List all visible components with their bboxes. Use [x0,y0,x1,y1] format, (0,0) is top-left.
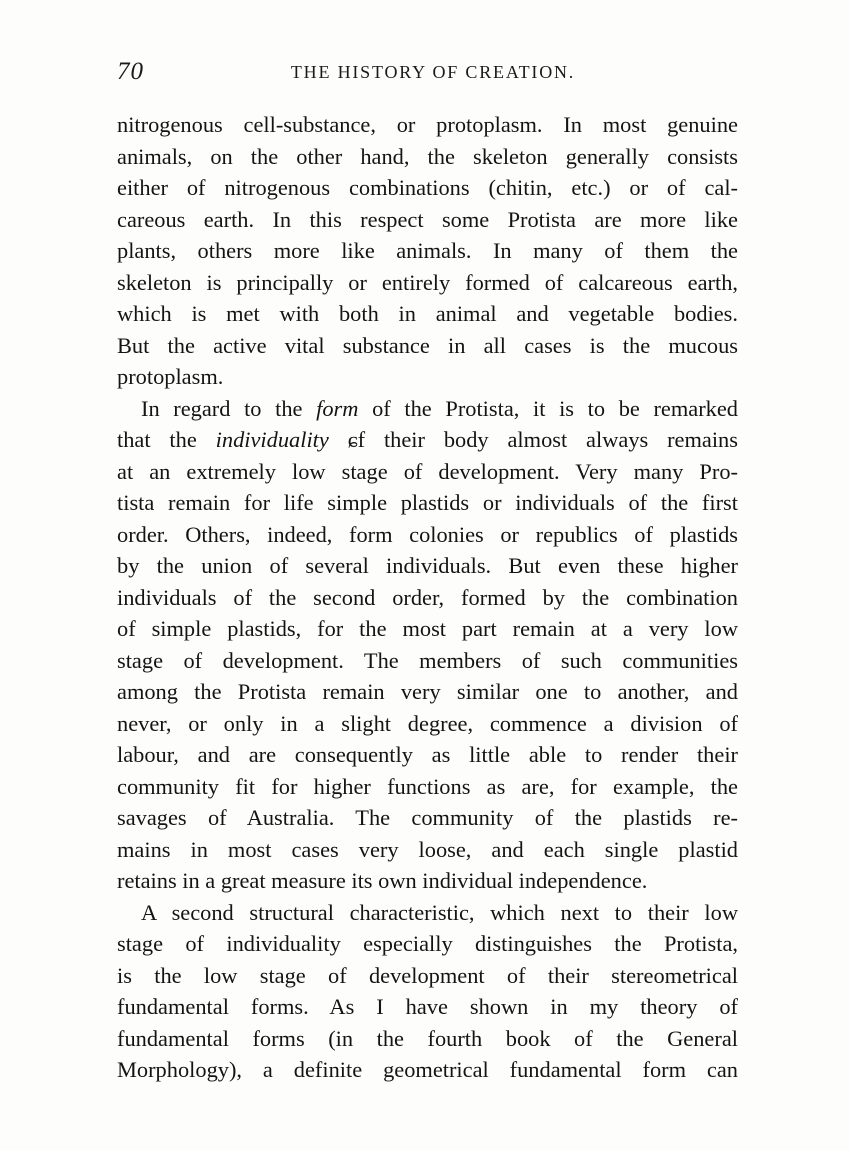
text-line: But the active vital substance in all cases is the mucous [117,332,738,358]
text-line: at an extremely low stage of development. Very many Pro- [117,458,738,484]
text-line: Morphology), a definite geometrical fundamental form can [117,1057,738,1082]
text-line [117,393,738,425]
italic-term: form [316,395,359,421]
text-line: skeleton is principally or entirely formed of calcareous earth, [117,269,738,295]
text-line: order. Others, indeed, form colonies or republics of plastids [117,521,738,547]
text-line: animals, on the other hand, the skeleton generally consists [117,143,738,169]
text-line: protoplasm. [117,364,224,389]
text-line: is the low stage of development of their stereometrical [117,962,738,988]
text-line: which is met with both in animal and vegetable bodies. [117,301,738,326]
body-text [117,109,738,1086]
text-run: of the Protista, it is to be remarked [372,395,738,421]
running-title: THE HISTORY OF CREATION. [290,62,576,82]
text-line: fundamental forms (in the fourth book of the General [117,1025,738,1051]
text-line: A second structural characteristic, which next to their low [141,899,738,925]
text-line: fundamental forms. As I have shown in my theory of [117,994,738,1019]
text-line: by the union of several individuals. But even these higher [117,553,738,578]
text-line: plants, others more like animals. In many of them the [117,238,738,263]
text-line: among the Protista remain very similar one to another, and [117,679,738,704]
italic-term: individuality [215,427,329,452]
text-line: savages of Australia. The community of the plastids re- [117,805,738,830]
text-line: labour, and are consequently as little able to render their [117,742,738,767]
text-run: ɕf their body almost always remains [347,427,738,452]
page-number: 70 [117,58,144,85]
text-line: individuals of the second order, formed by the combination [117,584,738,610]
text-line: either of nitrogenous combinations (chitin, etc.) or of cal- [117,175,738,200]
text-line: tista remain for life simple plastids or individuals of the first [117,490,738,515]
text-line: mains in most cases very loose, and each single plastid [117,836,738,862]
text-line: community fit for higher functions as are, for example, the [117,773,738,799]
text-line: never, or only in a slight degree, commence a division of [117,710,738,736]
page-header [117,58,737,88]
text-line: retains in a great measure its own individual independence. [117,868,648,893]
text-line: stage of individuality especially distinguishes the Protista, [117,931,738,956]
text-line: stage of development. The members of such communities [117,647,738,673]
text-run: that the [117,427,197,452]
text-line: careous earth. In this respect some Protista are more like [117,206,738,232]
text-line: of simple plastids, for the most part remain at a very low [117,616,738,641]
text-line: nitrogenous cell-substance, or protoplasm. In most genuine [117,112,738,137]
text-run: In regard to the [141,395,303,421]
text-line [117,424,738,456]
